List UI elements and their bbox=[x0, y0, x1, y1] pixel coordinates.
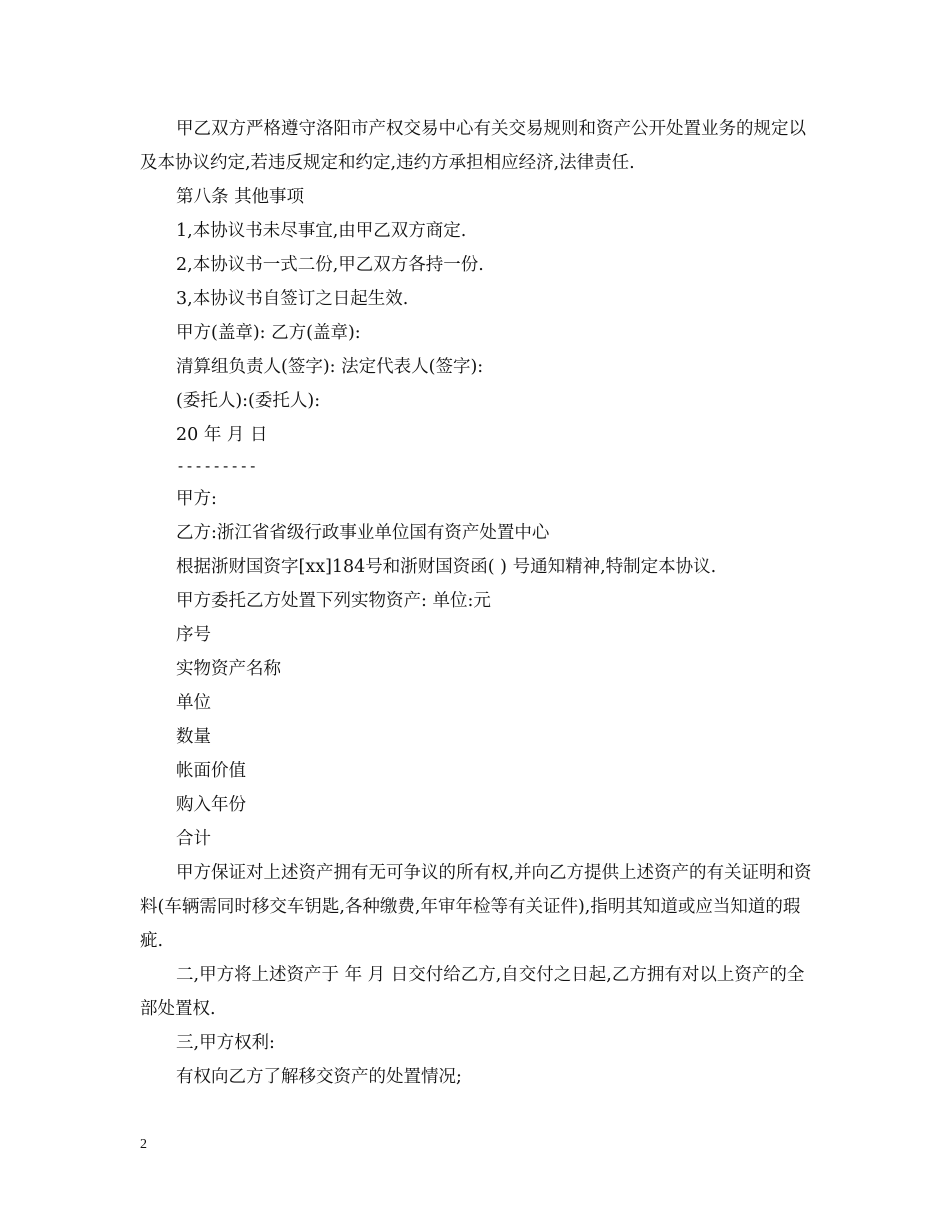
paragraph: 有权向乙方了解移交资产的处置情况; bbox=[176, 1067, 462, 1087]
list-item: 1,本协议书未尽事宜,由甲乙双方商定. bbox=[176, 221, 467, 241]
signature-line: (委托人):(委托人): bbox=[176, 391, 321, 411]
table-header-cell: 实物资产名称 bbox=[176, 659, 281, 679]
date-line: 20 年 月 日 bbox=[176, 425, 268, 445]
paragraph: 根据浙财国资字[xx]184号和浙财国资函( ) 号通知精神,特制定本协议. bbox=[176, 557, 717, 577]
signature-line: 清算组负责人(签字): 法定代表人(签字): bbox=[176, 357, 484, 377]
document-body bbox=[140, 112, 815, 1094]
separator: --------- bbox=[176, 457, 258, 475]
table-header-cell: 帐面价值 bbox=[176, 761, 246, 781]
signature-line: 甲方(盖章): 乙方(盖章): bbox=[176, 323, 361, 343]
paragraph: 甲方委托乙方处置下列实物资产: 单位:元 bbox=[176, 591, 491, 611]
table-header-cell: 购入年份 bbox=[176, 795, 246, 815]
paragraph: 甲方保证对上述资产拥有无可争议的所有权,并向乙方提供上述资产的有关证明和资料(车辆需同时移交车钥匙,各种缴费,年审年检等有关证件),指明其知道或应当知道的瑕疵. bbox=[140, 863, 812, 951]
table-header-cell: 数量 bbox=[176, 727, 211, 747]
page-number: 2 bbox=[140, 1137, 147, 1152]
table-total-cell: 合计 bbox=[176, 829, 211, 849]
list-item: 3,本协议书自签订之日起生效. bbox=[176, 289, 409, 309]
paragraph: 甲乙双方严格遵守洛阳市产权交易中心有关交易规则和资产公开处置业务的规定以及本协议约定,若违反规定和约定,违约方承担相应经济,法律责任. bbox=[140, 119, 806, 173]
list-item: 2,本协议书一式二份,甲乙双方各持一份. bbox=[176, 255, 484, 275]
table-header-cell: 单位 bbox=[176, 693, 211, 713]
party-b: 乙方:浙江省省级行政事业单位国有资产处置中心 bbox=[176, 523, 550, 543]
party-a: 甲方: bbox=[176, 489, 217, 509]
table-header-cell: 序号 bbox=[176, 625, 211, 645]
paragraph: 二,甲方将上述资产于 年 月 日交付给乙方,自交付之日起,乙方拥有对以上资产的全部处置权. bbox=[140, 965, 805, 1019]
section-heading: 三,甲方权利: bbox=[176, 1033, 275, 1053]
section-heading: 第八条 其他事项 bbox=[176, 187, 305, 207]
